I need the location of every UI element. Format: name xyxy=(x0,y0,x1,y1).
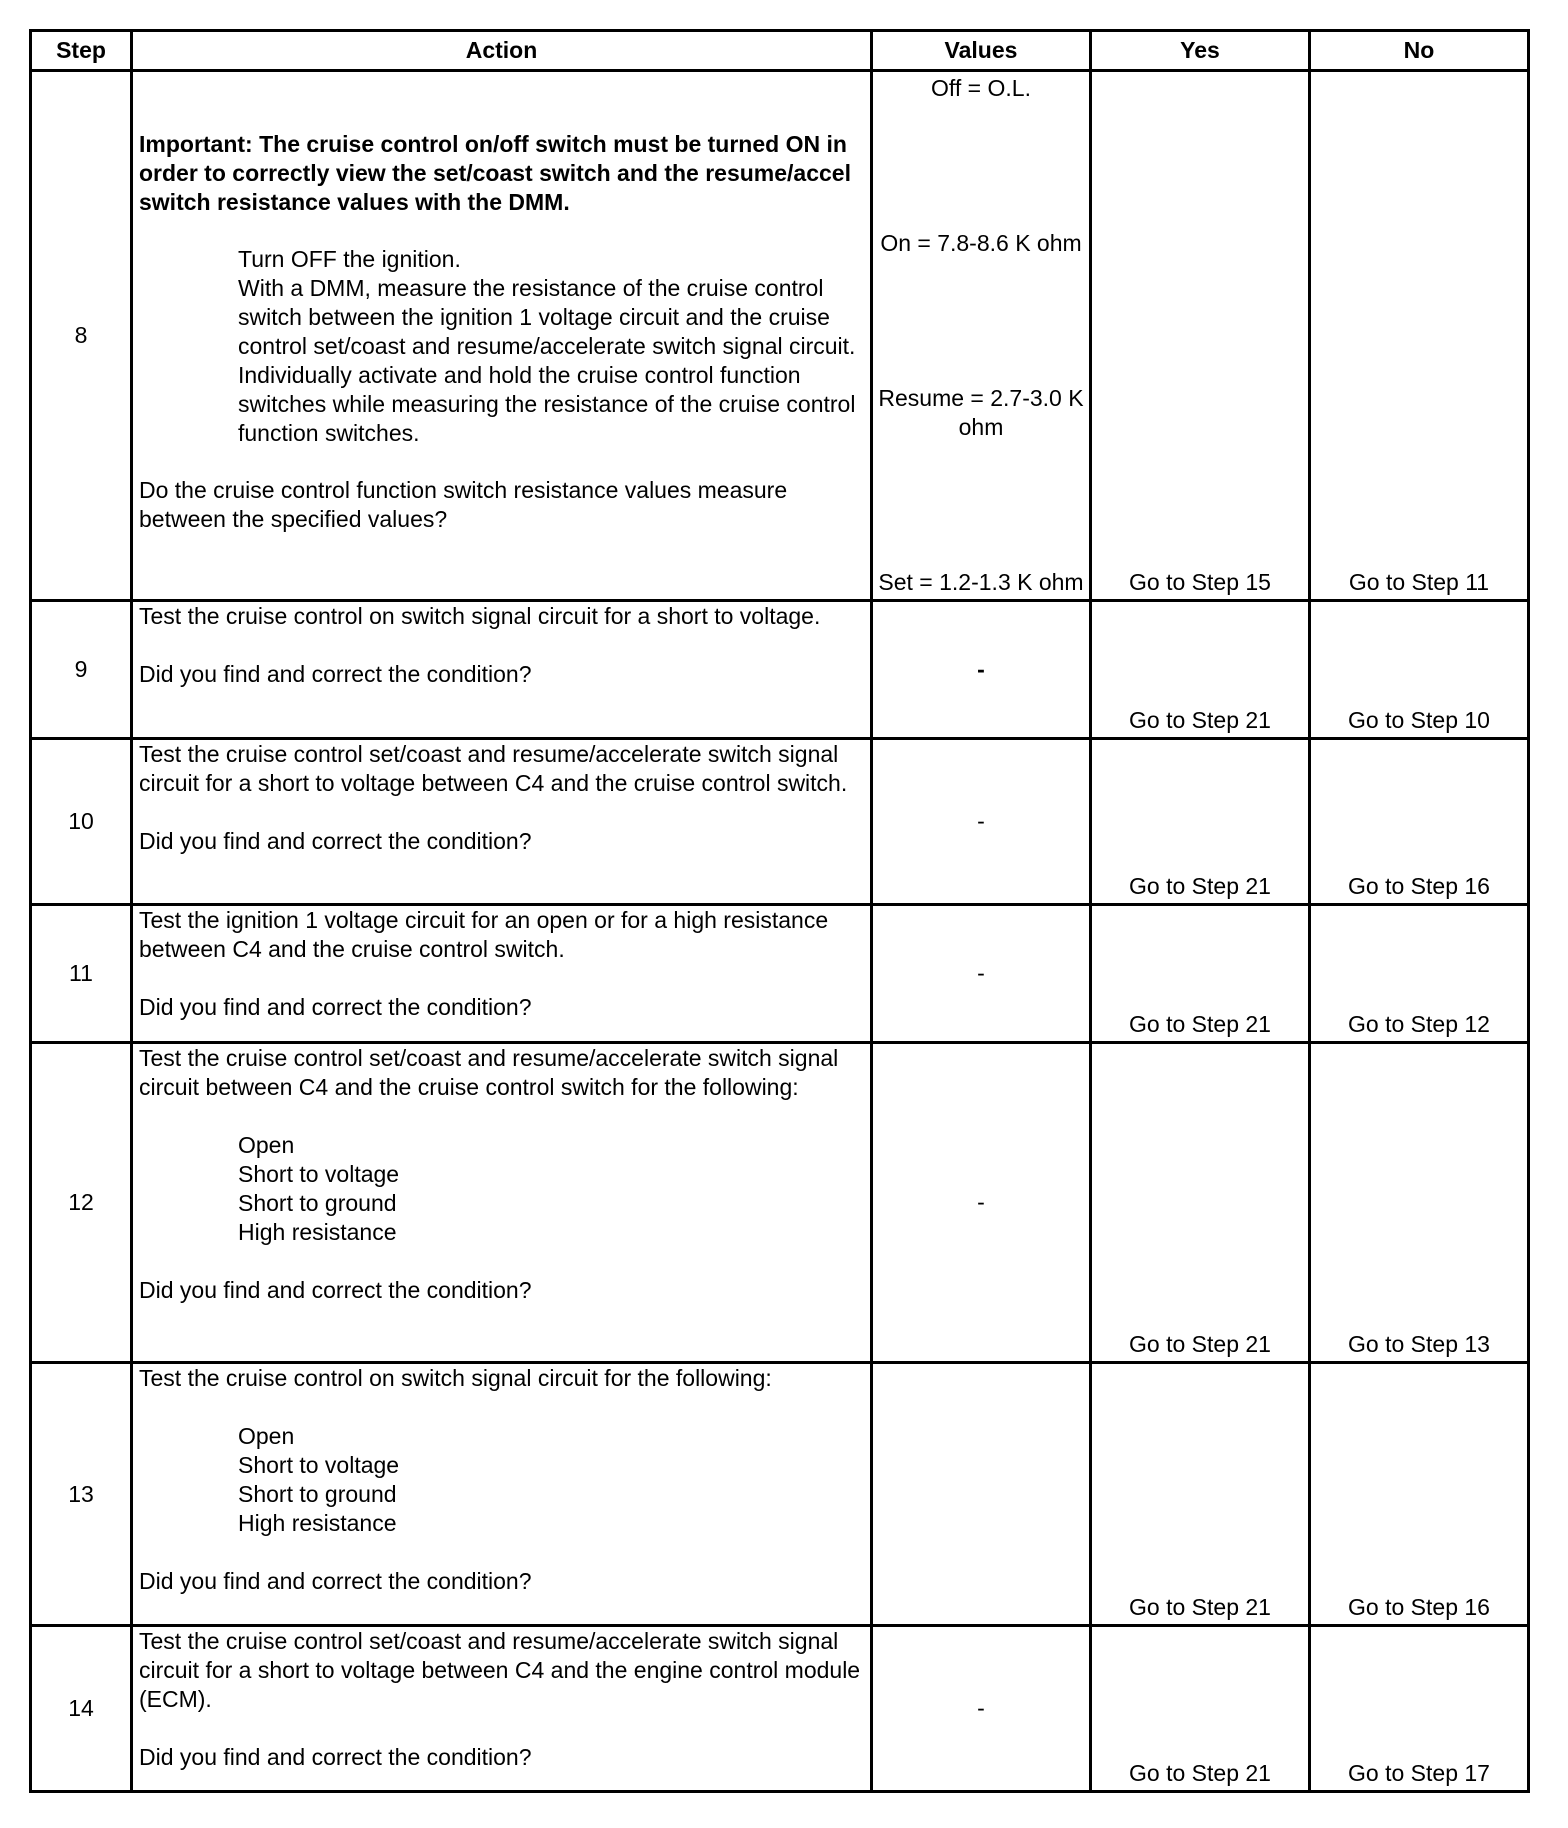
header-no: No xyxy=(1310,31,1529,71)
question: Did you find and correct the condition? xyxy=(139,1568,532,1594)
table-row-step-13 xyxy=(31,1363,1529,1626)
action-cell xyxy=(132,739,872,905)
header-row xyxy=(31,31,1529,71)
action-cell xyxy=(132,1043,872,1363)
yes-cell: Go to Step 21 xyxy=(1091,739,1310,905)
question: Did you find and correct the condition? xyxy=(139,828,532,854)
question: Did you find and correct the condition? xyxy=(139,994,532,1020)
action-text: Test the cruise control set/coast and resume/accelerate switch signal circuit for a short to voltage between C4 and the cruise control switch. xyxy=(139,741,848,796)
list-item: High resistance xyxy=(238,1510,397,1536)
no-cell: Go to Step 17 xyxy=(1310,1626,1529,1792)
no-cell: Go to Step 10 xyxy=(1310,601,1529,739)
no-cell: Go to Step 11 xyxy=(1310,71,1529,601)
no-cell: Go to Step 16 xyxy=(1310,739,1529,905)
header-yes: Yes xyxy=(1091,31,1310,71)
step-number: 10 xyxy=(31,739,132,905)
step-number: 12 xyxy=(31,1043,132,1363)
no-cell: Go to Step 12 xyxy=(1310,905,1529,1043)
value-resume: Resume = 2.7-3.0 K ohm xyxy=(878,385,1084,440)
list-item: High resistance xyxy=(238,1219,397,1245)
substep: Turn OFF the ignition. xyxy=(238,246,461,272)
values-cell: - xyxy=(872,601,1091,739)
values-cell: - xyxy=(872,739,1091,905)
table-row-step-10 xyxy=(31,739,1529,905)
list-item: Open xyxy=(238,1423,295,1449)
action-text: Test the ignition 1 voltage circuit for an open or for a high resistance between C4 and the cruise control switch. xyxy=(139,907,829,962)
yes-cell: Go to Step 21 xyxy=(1091,601,1310,739)
list-item: Short to voltage xyxy=(238,1161,400,1187)
step-number: 8 xyxy=(31,71,132,601)
header-values: Values xyxy=(872,31,1091,71)
values-cell: - xyxy=(872,1043,1091,1363)
header-action: Action xyxy=(132,31,872,71)
yes-cell: Go to Step 15 xyxy=(1091,71,1310,601)
list-item: Short to ground xyxy=(238,1190,397,1216)
question: Do the cruise control function switch resistance values measure between the specified values? xyxy=(139,477,788,532)
values-cell xyxy=(872,1363,1091,1626)
important-note: Important: The cruise control on/off switch must be turned ON in order to correctly view the set/coast switch and the resume/accel switch resistance values with the DMM. xyxy=(139,131,851,215)
yes-cell: Go to Step 21 xyxy=(1091,1626,1310,1792)
no-cell: Go to Step 13 xyxy=(1310,1043,1529,1363)
values-cell: - xyxy=(872,905,1091,1043)
action-cell xyxy=(132,905,872,1043)
yes-cell: Go to Step 21 xyxy=(1091,1043,1310,1363)
diagnostic-table xyxy=(29,29,1530,1793)
list-item: Open xyxy=(238,1132,295,1158)
action-cell xyxy=(132,71,872,601)
question: Did you find and correct the condition? xyxy=(139,661,532,687)
no-cell: Go to Step 16 xyxy=(1310,1363,1529,1626)
substep: Individually activate and hold the cruise control function switches while measuring the resistance of the cruise control function switches. xyxy=(238,362,856,446)
step-number: 11 xyxy=(31,905,132,1043)
action-text: Test the cruise control on switch signal circuit for the following: xyxy=(139,1365,772,1391)
step-number: 14 xyxy=(31,1626,132,1792)
value-on: On = 7.8-8.6 K ohm xyxy=(880,230,1082,256)
action-text: Test the cruise control on switch signal circuit for a short to voltage. xyxy=(139,603,821,629)
table-row-step-11 xyxy=(31,905,1529,1043)
action-cell xyxy=(132,1626,872,1792)
values-cell: - xyxy=(872,1626,1091,1792)
table-row-step-9 xyxy=(31,601,1529,739)
table-row-step-8 xyxy=(31,71,1529,601)
question: Did you find and correct the condition? xyxy=(139,1744,532,1770)
list-item: Short to voltage xyxy=(238,1452,400,1478)
value-set: Set = 1.2-1.3 K ohm xyxy=(878,569,1084,595)
action-text: Test the cruise control set/coast and resume/accelerate switch signal circuit between C4 and the cruise control switch for the following: xyxy=(139,1045,839,1100)
question: Did you find and correct the condition? xyxy=(139,1277,532,1303)
action-cell xyxy=(132,601,872,739)
substep: With a DMM, measure the resistance of the cruise control switch between the ignition 1 voltage circuit and the cruise control set/coast and resume/accelerate switch signal circuit. xyxy=(238,275,856,359)
values-cell xyxy=(872,71,1091,601)
yes-cell: Go to Step 21 xyxy=(1091,1363,1310,1626)
action-text: Test the cruise control set/coast and resume/accelerate switch signal circuit for a short to voltage between C4 and the engine control module (ECM). xyxy=(139,1628,861,1712)
table-row-step-14 xyxy=(31,1626,1529,1792)
table-row-step-12 xyxy=(31,1043,1529,1363)
list-item: Short to ground xyxy=(238,1481,397,1507)
step-number: 9 xyxy=(31,601,132,739)
header-step: Step xyxy=(31,31,132,71)
step-number: 13 xyxy=(31,1363,132,1626)
action-cell xyxy=(132,1363,872,1626)
value-off: Off = O.L. xyxy=(931,75,1031,101)
yes-cell: Go to Step 21 xyxy=(1091,905,1310,1043)
